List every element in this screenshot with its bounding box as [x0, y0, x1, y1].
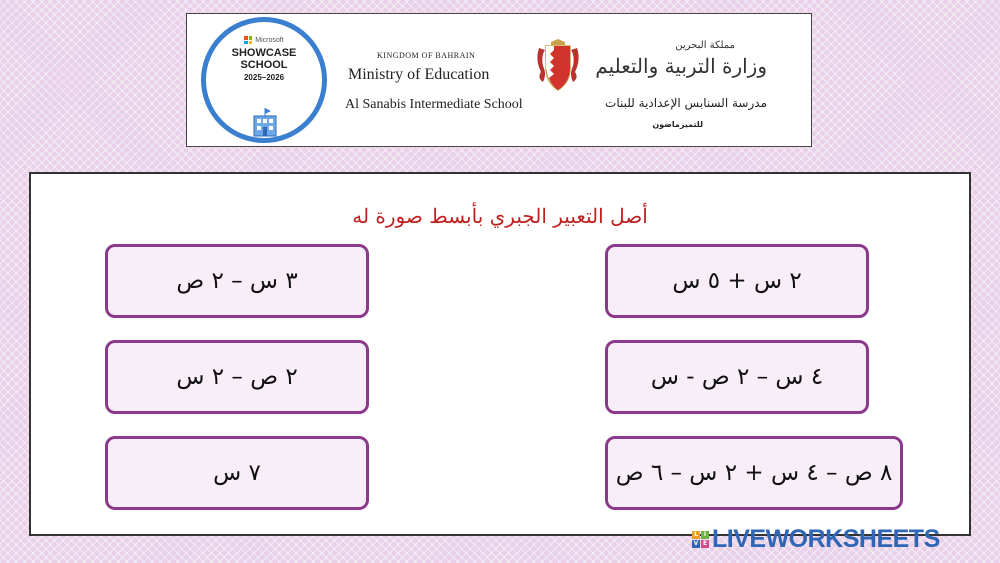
expression-card-2[interactable]: ٤ س – ٢ ص - س — [605, 340, 869, 414]
answer-card-1[interactable]: ٣ س – ٢ ص — [105, 244, 369, 318]
badge-line-1: SHOWCASE — [231, 47, 297, 59]
badge-line-2: SCHOOL — [240, 59, 288, 71]
answer-card-2[interactable]: ٢ ص – ٢ س — [105, 340, 369, 414]
worksheet-panel — [29, 172, 971, 536]
logo-letter-v: V — [693, 540, 699, 547]
microsoft-logo-icon — [244, 36, 252, 44]
bahrain-emblem-icon — [533, 38, 583, 94]
school-header-banner — [186, 13, 812, 147]
answer-card-3[interactable]: ٧ س — [105, 436, 369, 510]
logo-letter-e: E — [702, 540, 708, 547]
school-en-text: Al Sanabis Intermediate School — [345, 97, 523, 112]
school-building-icon — [250, 106, 280, 138]
logo-letter-l: L — [692, 531, 700, 539]
expression-card-1[interactable]: ٢ س + ٥ س — [605, 244, 869, 318]
expression-card-3[interactable]: ٨ ص – ٤ س + ٢ س – ٦ ص — [605, 436, 903, 510]
ministry-ar-text: وزارة التربية والتعليم — [595, 54, 767, 78]
kingdom-ar-text: مملكة البحرين — [675, 40, 735, 51]
badge-brand: Microsoft — [255, 36, 284, 44]
logo-letter-i: I — [701, 531, 709, 539]
motto-ar-text: للتميزماضون — [652, 120, 703, 129]
liveworksheets-logo[interactable] — [692, 525, 940, 554]
ministry-en-text: Ministry of Education — [348, 66, 490, 83]
showcase-school-badge — [201, 17, 327, 143]
liveworksheets-logo-icon — [692, 531, 709, 548]
kingdom-en-text: KINGDOM OF BAHRAIN — [377, 51, 476, 60]
liveworksheets-brand-text: LIVEWORKSHEETS — [712, 525, 940, 553]
school-ar-text: مدرسة السنابس الإعدادية للبنات — [605, 96, 767, 110]
instruction-text: أصل التعبير الجبري بأبسط صورة له — [352, 204, 648, 228]
badge-years: 2025–2026 — [243, 73, 285, 82]
